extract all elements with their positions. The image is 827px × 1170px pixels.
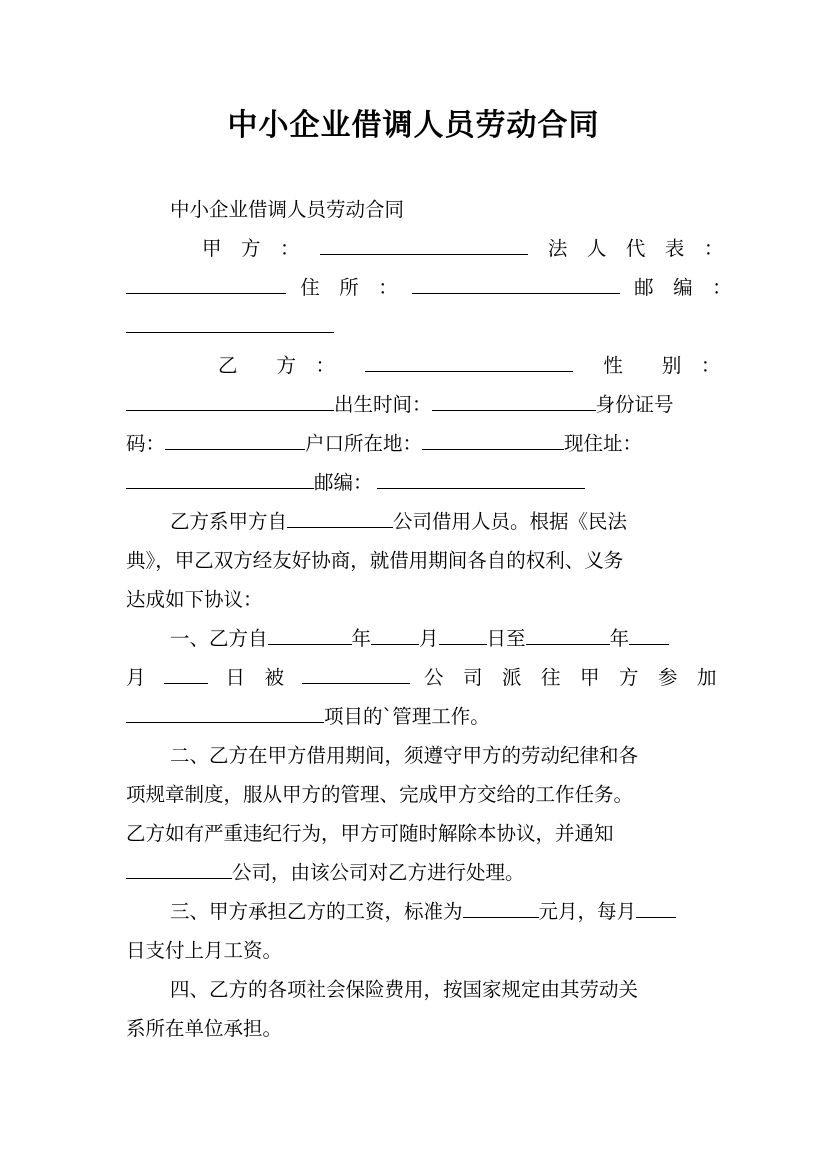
clause-1-line-1	[126, 619, 704, 658]
clause-4-line-2: 系所在单位承担。	[126, 1017, 283, 1040]
gender-blank	[126, 390, 334, 411]
legal-rep-blank	[126, 273, 286, 294]
party-b-line	[126, 346, 721, 385]
intro-1a: 乙方系甲方自	[170, 510, 288, 533]
postcode-blank	[126, 312, 334, 333]
c3-l1b: 元月，每月	[538, 900, 637, 923]
c1-l2-company: 公 司 派 往 甲 方 参 加	[424, 666, 717, 689]
address-blank	[412, 273, 620, 294]
c1-year: 年	[351, 627, 372, 650]
party-a-label: 甲 方 ：	[202, 237, 300, 260]
clause-3-line-2: 日支付上月工资。	[126, 939, 283, 962]
c1-day-to: 日至	[486, 627, 526, 650]
id-blank	[165, 429, 305, 450]
legal-rep-label: 法 人 代 表 ：	[547, 237, 724, 260]
c1-month2-blank	[629, 624, 669, 645]
postcode-label: 邮 编 ：	[634, 276, 732, 299]
postcode-label-2: 邮编：	[314, 471, 373, 494]
c1-l2-company-blank	[302, 663, 410, 684]
address-label: 住 所 ：	[300, 276, 398, 299]
id-label-2: 码：	[126, 432, 166, 455]
document-body	[126, 190, 732, 1048]
party-a-line	[126, 229, 724, 268]
current-addr-blank	[126, 468, 314, 489]
c1-year-blank	[268, 624, 352, 645]
clause-2-line-2: 项规章制度，服从甲方的管理、完成甲方交给的工作任务。	[126, 783, 634, 806]
c1-year2-blank	[526, 624, 610, 645]
c3-salary-blank	[463, 897, 539, 918]
subtitle: 中小企业借调人员劳动合同	[170, 198, 405, 221]
c1-l2-day-blank	[164, 663, 208, 684]
c1-a: 一、乙方自	[170, 627, 268, 650]
c1-month: 月	[419, 627, 439, 650]
hukou-label: 户口所在地：	[305, 432, 423, 455]
c3-l1a: 三、甲方承担乙方的工资，标准为	[170, 900, 463, 923]
party-a-blank	[320, 234, 528, 255]
lending-company-blank	[287, 507, 393, 528]
intro-line-1	[126, 502, 704, 541]
c2-company-blank	[126, 858, 232, 879]
c2-l4: 公司，由该公司对乙方进行处理。	[232, 861, 525, 884]
c1-l2-month: 月	[126, 666, 146, 689]
party-b-blank	[365, 351, 573, 372]
birth-label: 出生时间：	[334, 393, 432, 416]
gender-label: 性 别 ：	[603, 354, 721, 377]
c1-day-blank	[439, 624, 487, 645]
document-title: 中小企业借调人员劳动合同	[227, 108, 600, 143]
c3-payday-blank	[636, 897, 676, 918]
intro-line-2: 典》，甲乙双方经友好协商，就借用期间各自的权利、义务	[126, 549, 624, 572]
postcode2-line	[126, 463, 704, 502]
birth-line	[126, 385, 704, 424]
intro-1b: 公司借用人员。根据《民法	[393, 510, 628, 533]
address-line	[126, 268, 732, 307]
clause-2-line-1: 二、乙方在甲方借用期间，须遵守甲方的劳动纪律和各	[170, 744, 639, 767]
clause-3-line-1	[126, 892, 704, 931]
c1-month-blank	[371, 624, 419, 645]
clause-2-line-3: 乙方如有严重违纪行为，甲方可随时解除本协议，并通知	[126, 822, 614, 845]
c1-l2-day: 日 被	[225, 666, 285, 689]
id-line	[126, 424, 704, 463]
hukou-blank	[422, 429, 564, 450]
clause-1-line-3	[126, 697, 704, 736]
party-b-label: 乙 方 ：	[218, 354, 336, 377]
birth-blank	[432, 390, 596, 411]
clause-2-line-4	[126, 853, 704, 892]
c1-l3: 项目的`管理工作。	[324, 705, 490, 728]
postcode2-blank	[377, 468, 585, 489]
c1-year2: 年	[609, 627, 630, 650]
id-label-1: 身份证号	[595, 393, 674, 416]
c1-project-blank	[126, 702, 324, 723]
current-addr-label: 现住址：	[564, 432, 643, 455]
clause-1-line-2	[126, 658, 717, 697]
postcode-line	[126, 307, 704, 346]
intro-line-3: 达成如下协议：	[126, 588, 263, 611]
clause-4-line-1: 四、乙方的各项社会保险费用，按国家规定由其劳动关	[170, 978, 639, 1001]
